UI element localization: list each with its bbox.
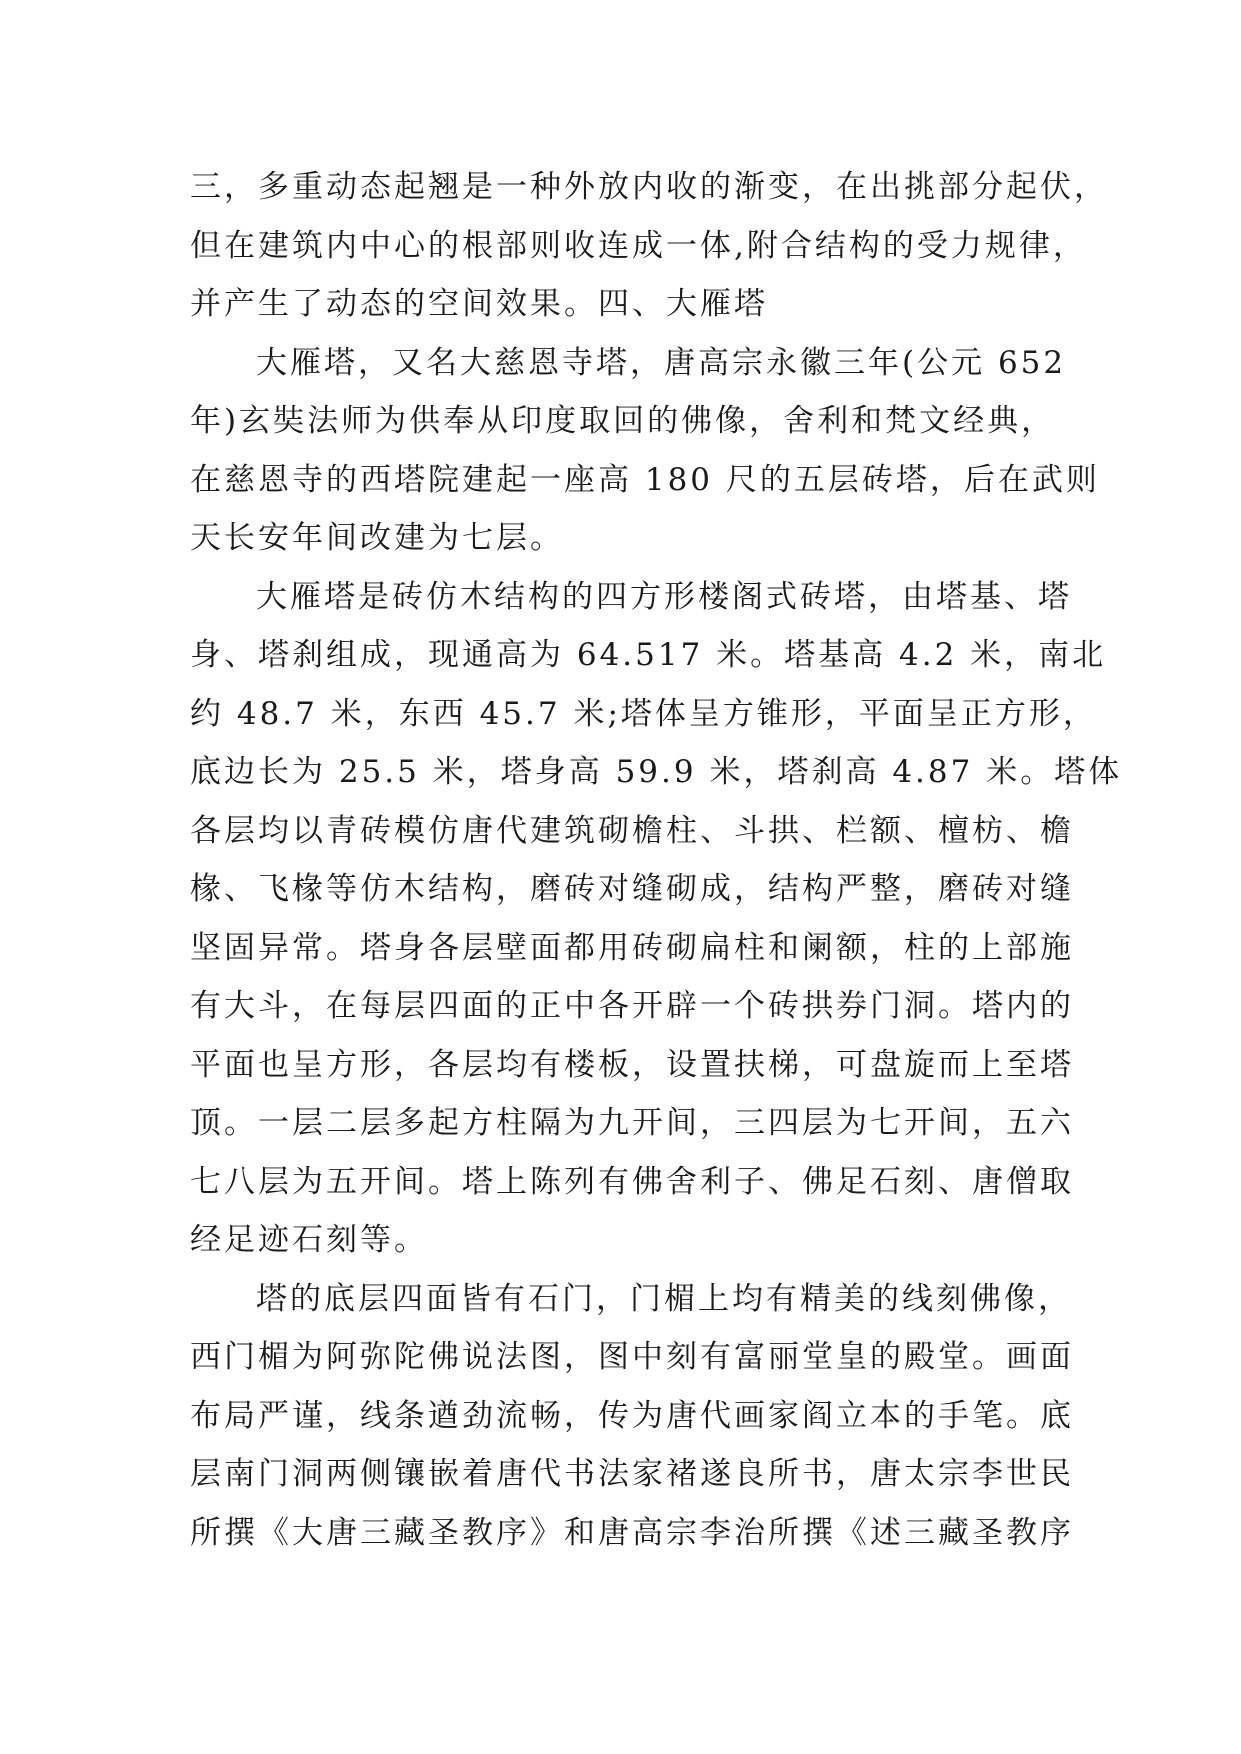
text-line: 塔的底层四面皆有石门，门楣上均有精美的线刻佛像， <box>256 1280 1072 1317</box>
text-line: 身、塔刹组成，现通高为 64.517 米。塔基高 4.2 米，南北 <box>190 637 1107 673</box>
text-line: 大雁塔，又名大慈恩寺塔，唐高宗永徽三年(公元 652 <box>256 344 1067 381</box>
paragraph <box>190 1270 1090 1563</box>
text-line: 约 48.7 米，东西 45.7 米;塔体呈方锥形，平面呈正方形， <box>190 695 1097 732</box>
text-line: 七八层为五开间。塔上陈列有佛舍利子、佛足石刻、唐僧取 <box>190 1163 1074 1200</box>
text-line: 顶。一层二层多起方柱隔为九开间，三四层为七开间，五六 <box>190 1105 1074 1141</box>
text-line: 底边长为 25.5 米，塔身高 59.9 米，塔刹高 4.87 米。塔体 <box>190 754 1123 790</box>
text-line: 天长安年间改建为七层。 <box>190 520 564 556</box>
text-line: 大雁塔是砖仿木结构的四方形楼阁式砖塔，由塔基、塔 <box>256 578 1072 615</box>
paragraph <box>190 158 1108 334</box>
paragraph <box>190 334 1100 568</box>
text-line: 西门楣为阿弥陀佛说法图，图中刻有富丽堂皇的殿堂。画面 <box>190 1339 1074 1375</box>
text-line: 层南门洞两侧镶嵌着唐代书法家褚遂良所书，唐太宗李世民 <box>190 1456 1074 1492</box>
paragraph <box>190 568 1123 1270</box>
text-line: 坚固异常。塔身各层壁面都用砖砌扁柱和阑额，柱的上部施 <box>190 929 1074 966</box>
text-line: 布局严谨，线条遒劲流畅，传为唐代画家阎立本的手笔。底 <box>190 1397 1074 1434</box>
text-line: 各层均以青砖模仿唐代建筑砌檐柱、斗拱、栏额、檀枋、檐 <box>190 812 1074 849</box>
text-line: 有大斗，在每层四面的正中各开辟一个砖拱券门洞。塔内的 <box>190 988 1074 1024</box>
text-line: 在慈恩寺的西塔院建起一座高 180 尺的五层砖塔，后在武则 <box>190 461 1100 498</box>
text-line: 椽、飞椽等仿木结构，磨砖对缝砌成，结构严整，磨砖对缝 <box>190 871 1074 907</box>
text-line: 并产生了动态的空间效果。四、大雁塔 <box>190 286 768 322</box>
text-line: 年)玄奘法师为供奉从印度取回的佛像，舍利和梵文经典， <box>190 403 1056 439</box>
text-line: 所撰《大唐三藏圣教序》和唐高宗李治所撰《述三藏圣教序 <box>190 1514 1074 1551</box>
text-line: 平面也呈方形，各层均有楼板，设置扶梯，可盘旋而上至塔 <box>190 1046 1074 1083</box>
text-line: 但在建筑内中心的根部则收连成一体,附合结构的受力规律， <box>190 227 1087 264</box>
document-body <box>190 158 1123 1562</box>
text-line: 三，多重动态起翘是一种外放内收的渐变，在出挑部分起伏， <box>190 169 1108 205</box>
text-line: 经足迹石刻等。 <box>190 1222 428 1258</box>
